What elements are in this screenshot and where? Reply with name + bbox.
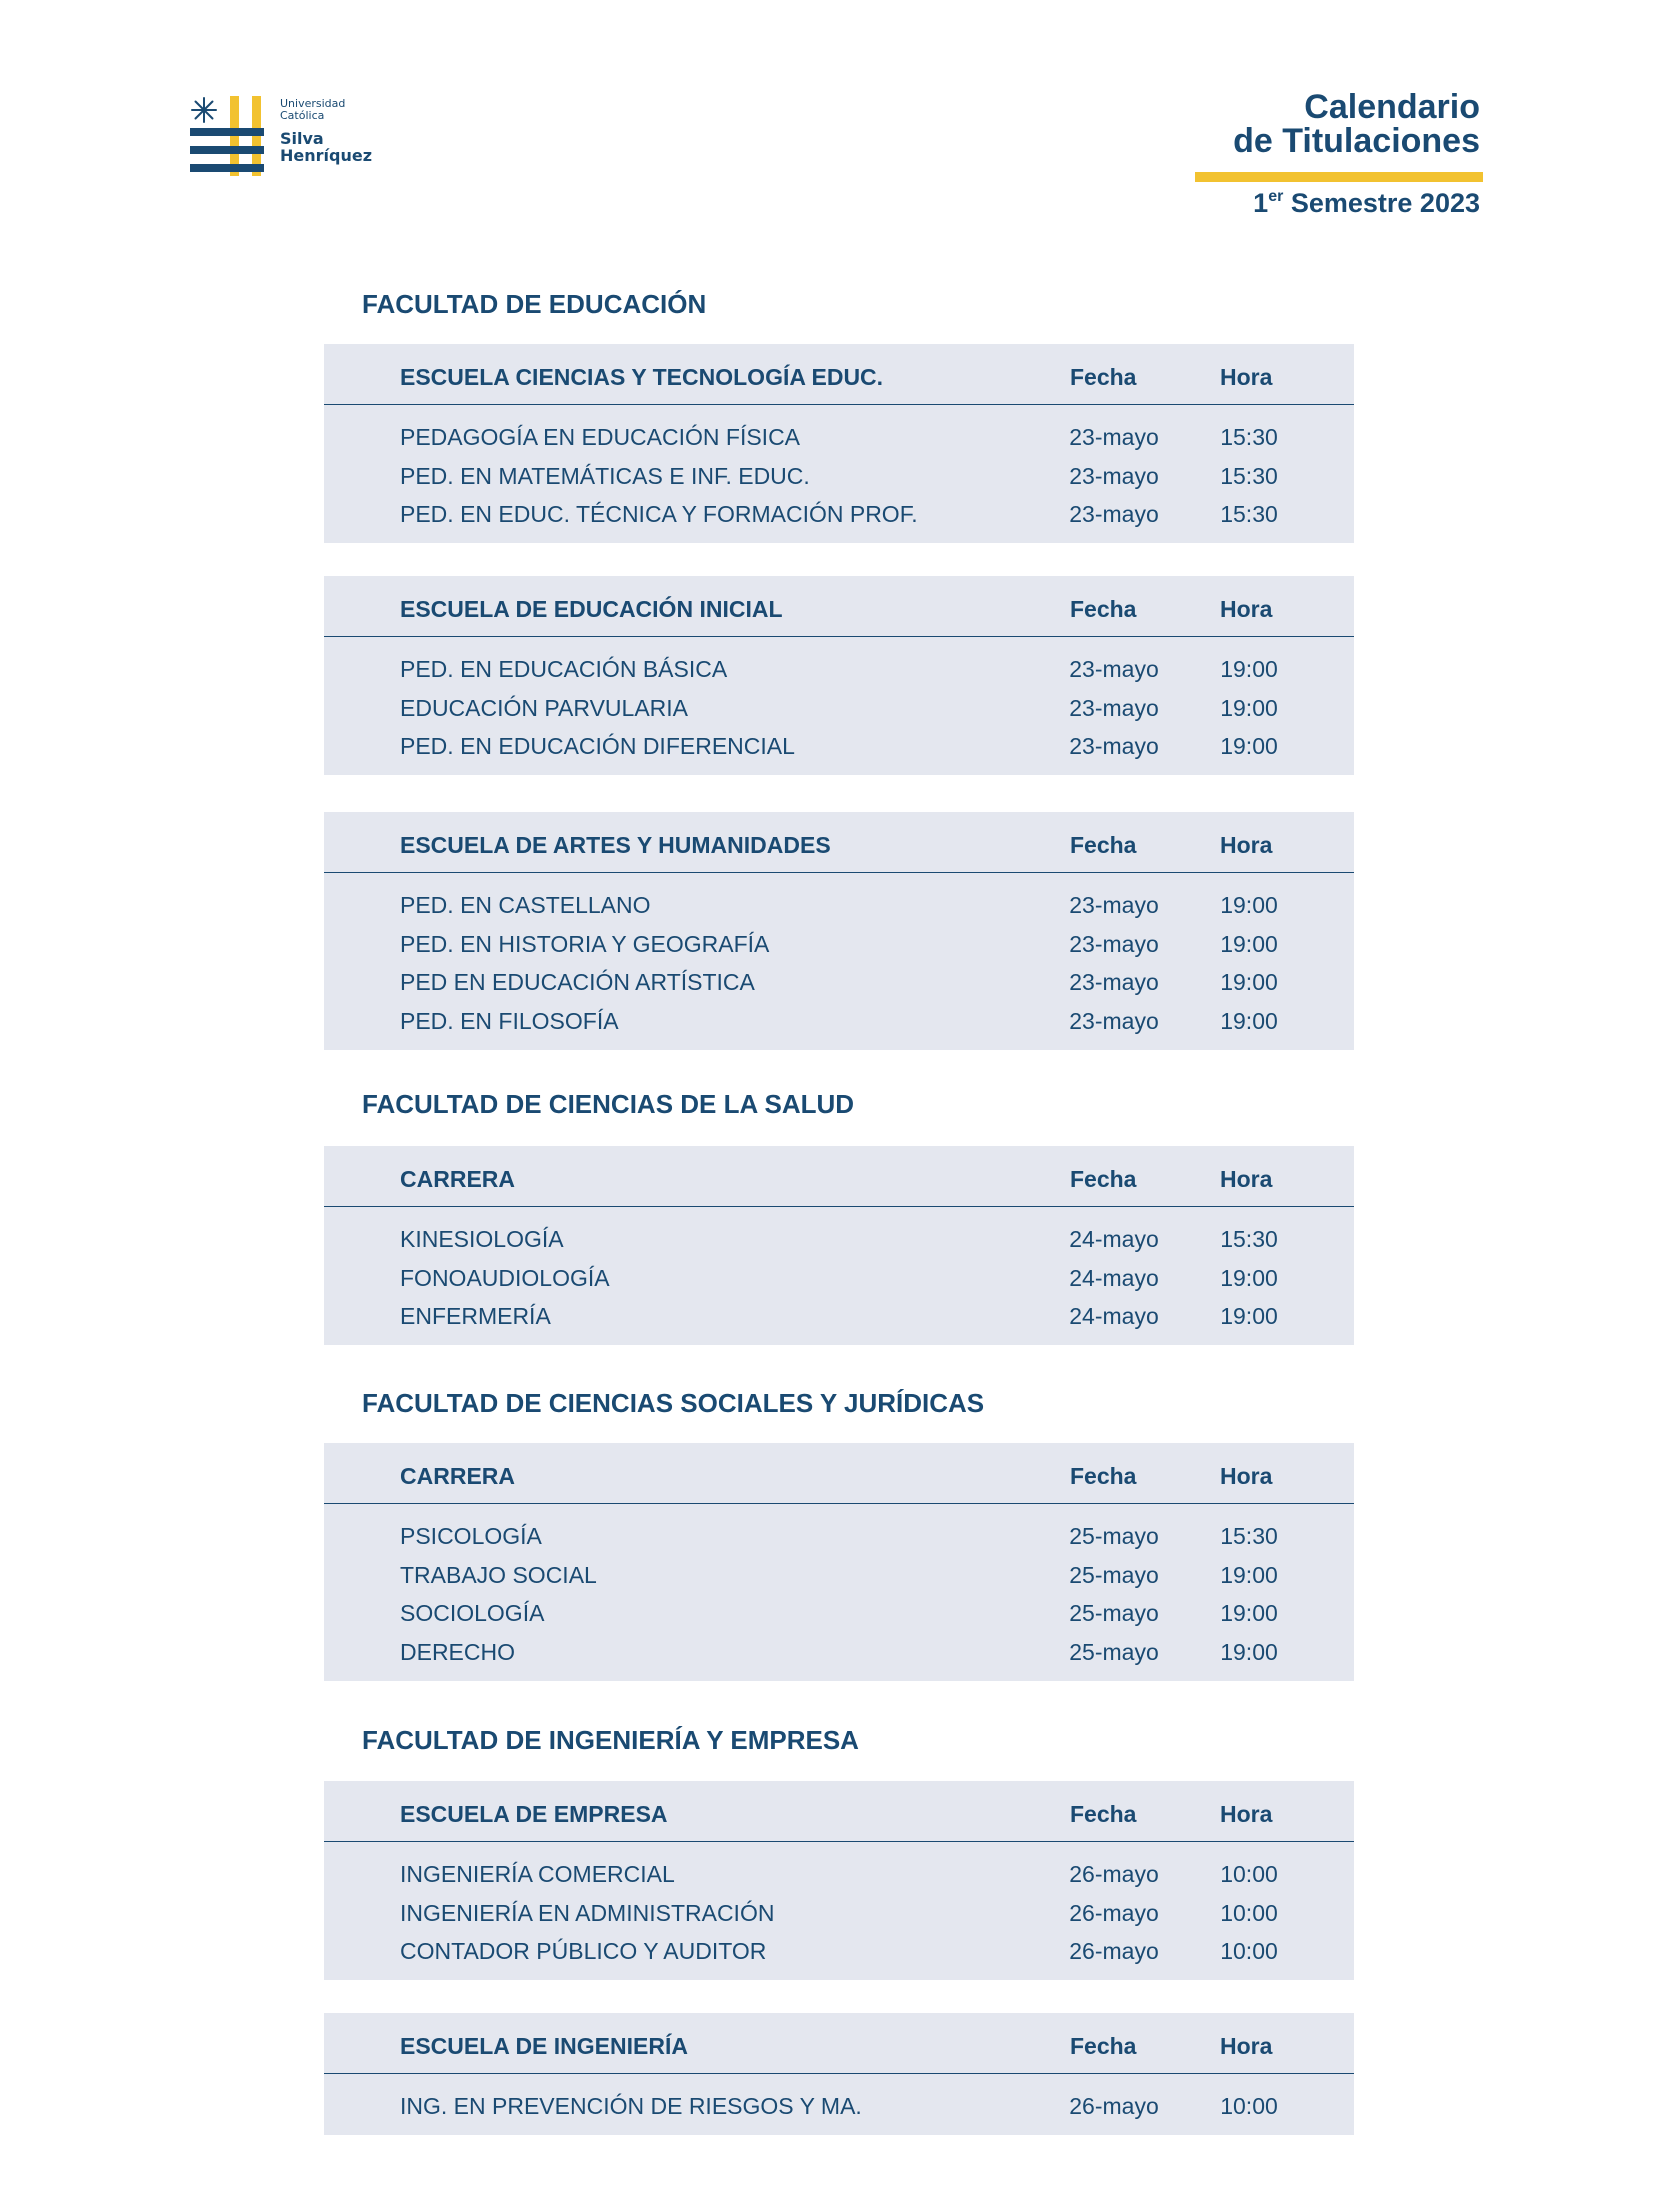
- schedule-table: [324, 1781, 1354, 1980]
- program-name: INGENIERÍA COMERCIAL: [400, 1861, 675, 1887]
- title-line-1: Calendario: [1304, 88, 1480, 126]
- program-date: 23-mayo: [1069, 1008, 1159, 1035]
- program-date: 23-mayo: [1069, 501, 1159, 528]
- program-name: CONTADOR PÚBLICO Y AUDITOR: [400, 1938, 767, 1965]
- hour-column-header: Hora: [1220, 1801, 1273, 1827]
- program-hour: 19:00: [1220, 969, 1278, 996]
- hour-column-header: Hora: [1220, 2033, 1273, 2059]
- program-date: 25-mayo: [1069, 1600, 1159, 1627]
- schedule-table: [324, 1443, 1354, 1681]
- program-date: 23-mayo: [1069, 424, 1159, 450]
- program-name: PED. EN EDUC. TÉCNICA Y FORMACIÓN PROF.: [400, 501, 918, 528]
- program-name: PED. EN EDUCACIÓN DIFERENCIAL: [400, 733, 795, 760]
- program-date: 26-mayo: [1069, 1861, 1159, 1887]
- program-date: 23-mayo: [1069, 656, 1159, 682]
- title-line-2: de Titulaciones: [1233, 122, 1480, 160]
- table-row: [324, 926, 1354, 965]
- program-name: PED EN EDUCACIÓN ARTÍSTICA: [400, 969, 755, 996]
- program-name: PED. EN FILOSOFÍA: [400, 1008, 619, 1035]
- program-date: 25-mayo: [1069, 1639, 1159, 1666]
- table-header: [324, 2013, 1354, 2074]
- page-title: [1233, 90, 1480, 158]
- program-date: 24-mayo: [1069, 1264, 1159, 1291]
- school-heading: ESCUELA CIENCIAS Y TECNOLOGÍA EDUC.: [400, 364, 884, 390]
- table-header: [324, 1781, 1354, 1842]
- program-hour: 10:00: [1220, 1938, 1278, 1965]
- school-heading: ESCUELA DE EMPRESA: [400, 1801, 668, 1827]
- title-underline-bar: [1195, 172, 1483, 182]
- program-date: 26-mayo: [1069, 2093, 1159, 2119]
- hour-column-header: Hora: [1220, 832, 1273, 858]
- date-column-header: Fecha: [1070, 364, 1137, 390]
- program-date: 23-mayo: [1069, 930, 1159, 957]
- asterisk-icon: [192, 98, 216, 122]
- career-heading: CARRERA: [400, 1463, 515, 1489]
- date-column-header: Fecha: [1070, 2033, 1137, 2059]
- date-column-header: Fecha: [1070, 1801, 1137, 1827]
- school-heading: ESCUELA DE ARTES Y HUMANIDADES: [400, 832, 831, 858]
- program-date: 23-mayo: [1069, 733, 1159, 760]
- program-hour: 19:00: [1220, 1264, 1278, 1291]
- program-name: PED. EN CASTELLANO: [400, 892, 651, 918]
- program-hour: 19:00: [1220, 656, 1278, 682]
- program-hour: 15:30: [1220, 424, 1278, 450]
- school-heading: ESCUELA DE EDUCACIÓN INICIAL: [400, 596, 783, 622]
- program-hour: 19:00: [1220, 1561, 1278, 1588]
- table-header: [324, 344, 1354, 405]
- logo-text: [280, 98, 372, 164]
- program-hour: 19:00: [1220, 930, 1278, 957]
- program-name: KINESIOLOGÍA: [400, 1226, 564, 1252]
- table-row: [324, 1933, 1354, 1972]
- logo-name-silva: Silva: [280, 129, 324, 148]
- date-column-header: Fecha: [1070, 1166, 1137, 1192]
- table-row: [324, 887, 1354, 926]
- program-name: FONOAUDIOLOGÍA: [400, 1264, 610, 1291]
- school-heading: ESCUELA DE INGENIERÍA: [400, 2033, 688, 2059]
- faculty-heading-ingenieria: FACULTAD DE INGENIERÍA Y EMPRESA: [362, 1725, 859, 1755]
- table-row: [324, 419, 1354, 458]
- table-row: [324, 496, 1354, 535]
- program-name: EDUCACIÓN PARVULARIA: [400, 694, 688, 721]
- table-row: [324, 1595, 1354, 1634]
- table-row: [324, 458, 1354, 497]
- program-hour: 15:30: [1220, 501, 1278, 528]
- program-date: 26-mayo: [1069, 1938, 1159, 1965]
- program-date: 24-mayo: [1069, 1226, 1159, 1252]
- schedule-table: [324, 576, 1354, 775]
- date-column-header: Fecha: [1070, 832, 1137, 858]
- faculty-heading-sociales: FACULTAD DE CIENCIAS SOCIALES Y JURÍDICAS: [362, 1388, 985, 1418]
- hour-column-header: Hora: [1220, 1463, 1273, 1489]
- program-hour: 15:30: [1220, 1523, 1278, 1549]
- program-date: 23-mayo: [1069, 694, 1159, 721]
- program-hour: 10:00: [1220, 1899, 1278, 1926]
- schedule-table: [324, 2013, 1354, 2135]
- table-header: [324, 812, 1354, 873]
- table-header: [324, 1146, 1354, 1207]
- hour-column-header: Hora: [1220, 596, 1273, 622]
- program-name: PEDAGOGÍA EN EDUCACIÓN FÍSICA: [400, 424, 801, 450]
- program-name: PED. EN HISTORIA Y GEOGRAFÍA: [400, 930, 770, 957]
- table-row: [324, 1003, 1354, 1042]
- table-row: [324, 728, 1354, 767]
- table-header: [324, 1443, 1354, 1504]
- date-column-header: Fecha: [1070, 596, 1137, 622]
- semester-label: 1er Semestre 2023: [1253, 188, 1480, 218]
- program-date: 25-mayo: [1069, 1561, 1159, 1588]
- program-hour: 10:00: [1220, 2093, 1278, 2119]
- program-date: 23-mayo: [1069, 969, 1159, 996]
- program-name: ENFERMERÍA: [400, 1303, 551, 1330]
- table-row: [324, 1895, 1354, 1934]
- program-name: PED. EN MATEMÁTICAS E INF. EDUC.: [400, 462, 810, 489]
- table-row: [324, 1260, 1354, 1299]
- table-row: [324, 690, 1354, 729]
- program-hour: 19:00: [1220, 892, 1278, 918]
- program-hour: 19:00: [1220, 1600, 1278, 1627]
- faculty-heading-educacion: FACULTAD DE EDUCACIÓN: [362, 289, 707, 319]
- date-column-header: Fecha: [1070, 1463, 1137, 1489]
- program-name: SOCIOLOGÍA: [400, 1600, 545, 1627]
- program-date: 23-mayo: [1069, 462, 1159, 489]
- table-row: [324, 1856, 1354, 1895]
- program-hour: 15:30: [1220, 462, 1278, 489]
- program-hour: 19:00: [1220, 1008, 1278, 1035]
- logo-name-henriquez: Henríquez: [280, 146, 373, 165]
- program-hour: 19:00: [1220, 694, 1278, 721]
- schedule-table: [324, 344, 1354, 543]
- schedule-table: [324, 1146, 1354, 1345]
- program-name: PED. EN EDUCACIÓN BÁSICA: [400, 656, 728, 682]
- university-logo: [190, 96, 290, 182]
- program-hour: 15:30: [1220, 1226, 1278, 1252]
- program-date: 25-mayo: [1069, 1523, 1159, 1549]
- table-row: [324, 1221, 1354, 1260]
- program-name: PSICOLOGÍA: [400, 1523, 542, 1549]
- hour-column-header: Hora: [1220, 364, 1273, 390]
- logo-catolica-line: Católica: [280, 109, 325, 122]
- logo-university-line: Universidad: [280, 97, 346, 110]
- program-name: TRABAJO SOCIAL: [400, 1561, 597, 1588]
- table-row: [324, 964, 1354, 1003]
- program-name: DERECHO: [400, 1639, 516, 1666]
- program-name: ING. EN PREVENCIÓN DE RIESGOS Y MA.: [400, 2093, 862, 2119]
- program-hour: 10:00: [1220, 1861, 1278, 1887]
- table-row: [324, 1518, 1354, 1557]
- schedule-table: [324, 812, 1354, 1050]
- table-row: [324, 1298, 1354, 1337]
- table-row: [324, 1557, 1354, 1596]
- table-row: [324, 2088, 1354, 2127]
- career-heading: CARRERA: [400, 1166, 515, 1192]
- program-date: 24-mayo: [1069, 1303, 1159, 1330]
- program-hour: 19:00: [1220, 1639, 1278, 1666]
- program-hour: 19:00: [1220, 733, 1278, 760]
- hour-column-header: Hora: [1220, 1166, 1273, 1192]
- faculty-heading-salud: FACULTAD DE CIENCIAS DE LA SALUD: [362, 1089, 855, 1119]
- program-date: 23-mayo: [1069, 892, 1159, 918]
- program-date: 26-mayo: [1069, 1899, 1159, 1926]
- table-header: [324, 576, 1354, 637]
- table-row: [324, 651, 1354, 690]
- table-row: [324, 1634, 1354, 1673]
- program-name: INGENIERÍA EN ADMINISTRACIÓN: [400, 1899, 775, 1926]
- program-hour: 19:00: [1220, 1303, 1278, 1330]
